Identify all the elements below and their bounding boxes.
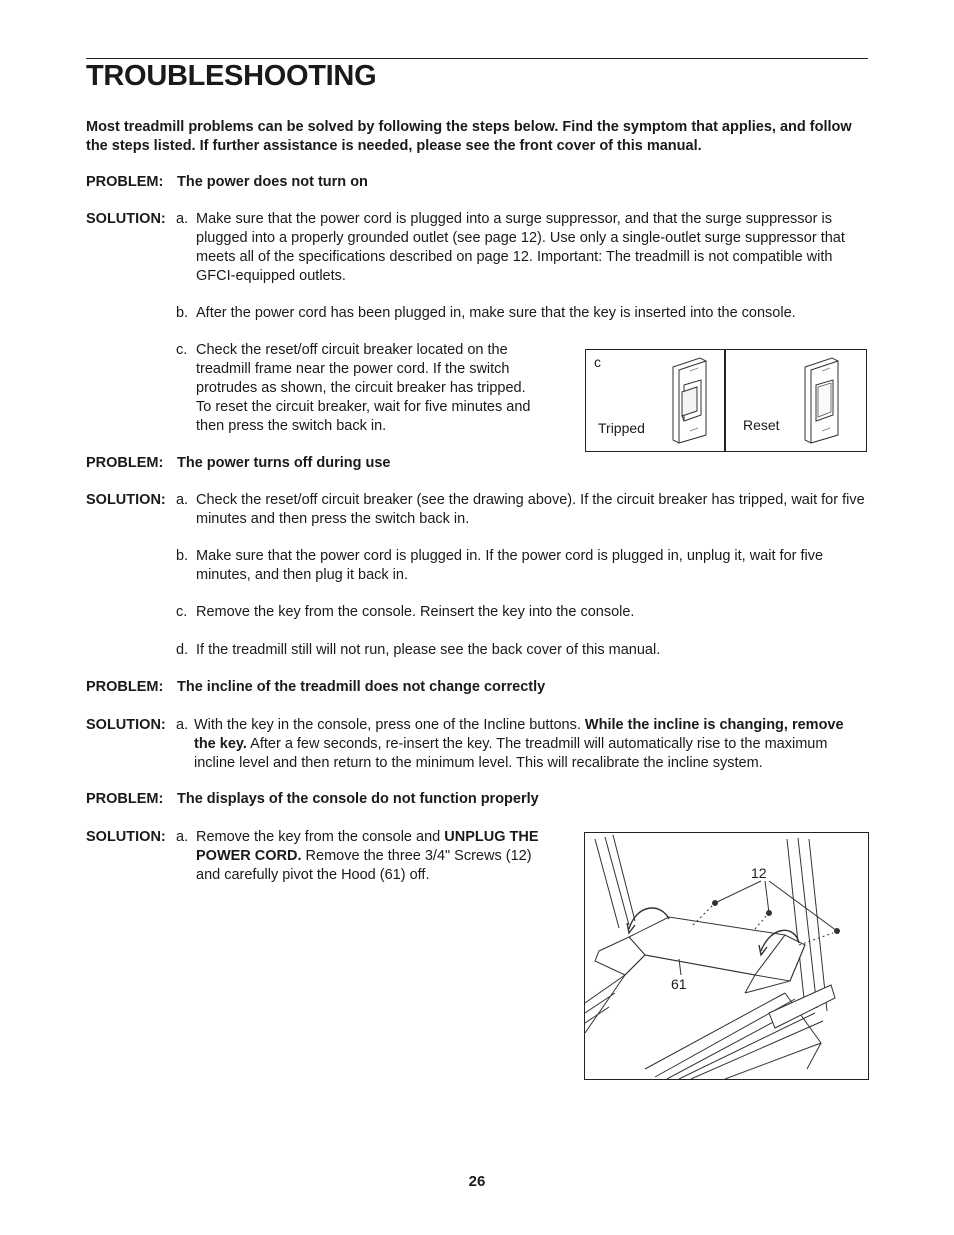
step-text (194, 716, 866, 773)
step-letter: a. (176, 211, 189, 227)
problem-label: PROBLEM: (86, 174, 164, 190)
problem-label: PROBLEM: (86, 791, 164, 807)
problem-3 (86, 678, 545, 697)
step-letter: a. (176, 829, 189, 845)
step-text (196, 828, 541, 885)
problem-label: PROBLEM: (86, 679, 164, 695)
treadmill-hood-illustration (585, 833, 868, 1079)
solution-label: SOLUTION: (86, 211, 166, 227)
hood-removal-figure (584, 832, 869, 1080)
step-text-part: Remove the key from the console and (196, 829, 445, 845)
step-text-part: After a few seconds, re-insert the key. The treadmill will automatically rise to the maximum incline level and then return to the minimum level. This will recalibrate the incline system. (194, 736, 828, 771)
figure-divider (724, 350, 726, 451)
step-text: Remove the key from the console. Reinsert the key into the console. (196, 604, 635, 620)
hood-callout: 61 (671, 976, 687, 992)
step-text: Make sure that the power cord is plugged in. If the power cord is plugged in, unplug it, wait for five minutes, and then plug it back in. (196, 548, 824, 583)
step-text: Check the reset/off circuit breaker (see the drawing above). If the circuit breaker has tripped, wait for five minutes and then press the switch back in. (196, 492, 865, 527)
step-letter: d. (176, 642, 189, 658)
breaker-switch-reset-icon (802, 355, 842, 445)
solution-label: SOLUTION: (86, 717, 166, 733)
step-letter: b. (176, 305, 189, 321)
figure-letter: c (594, 354, 601, 370)
problem-2 (86, 454, 390, 473)
problem-label: PROBLEM: (86, 455, 164, 471)
step-text: If the treadmill still will not run, please see the back cover of this manual. (196, 642, 661, 658)
problem-text: The power turns off during use (177, 455, 391, 471)
step-letter: c. (176, 342, 188, 358)
step-letter: b. (176, 548, 189, 564)
step-letter: c. (176, 604, 188, 620)
reset-label: Reset (743, 417, 780, 433)
problem-text: The power does not turn on (177, 174, 368, 190)
breaker-switch-tripped-icon (670, 355, 710, 445)
tripped-label: Tripped (598, 420, 645, 436)
problem-1 (86, 173, 368, 192)
step-text: After the power cord has been plugged in, make sure that the key is inserted into the console. (196, 305, 796, 321)
step-letter: a. (176, 492, 189, 508)
circuit-breaker-figure (585, 349, 867, 452)
step-text: Check the reset/off circuit breaker located on the treadmill frame near the power cord. If the switch protrudes as shown, the circuit breaker has tripped. To reset the circuit breaker, wait for five minutes and then press the switch back in. (196, 342, 531, 434)
step-text-part: With the key in the console, press one of the Incline buttons. (194, 717, 585, 733)
screw-callout: 12 (751, 865, 767, 881)
problem-4 (86, 790, 539, 809)
step-text-emphasis: UNPLUG THE POWER CORD. (196, 829, 539, 864)
step-text-part: Remove the three 3/4" Screws (12) and carefully pivot the Hood (61) off. (196, 848, 532, 883)
step-text-emphasis: While the incline is changing, remove the key. (194, 717, 844, 752)
problem-text: The incline of the treadmill does not change correctly (177, 679, 546, 695)
page-title: TROUBLESHOOTING (86, 60, 377, 92)
page-number: 26 (468, 1173, 486, 1190)
top-rule (86, 58, 868, 59)
step-letter: a. (176, 717, 189, 733)
solution-label: SOLUTION: (86, 829, 166, 845)
solution-label: SOLUTION: (86, 492, 166, 508)
problem-text: The displays of the console do not function properly (177, 791, 539, 807)
step-text: Make sure that the power cord is plugged into a surge suppressor, and that the surge suppressor is plugged into a properly grounded outlet (see page 12). Use only a single-outlet surge suppressor that meets all of the specifications described on page 12. Important: The treadmill is not compatible with GFCI-equipped outlets. (196, 211, 845, 284)
intro-text: Most treadmill problems can be solved by following the steps below. Find the symptom that applies, and follow the steps listed. If further assistance is needed, please see the front cover of this manual. (86, 119, 852, 154)
